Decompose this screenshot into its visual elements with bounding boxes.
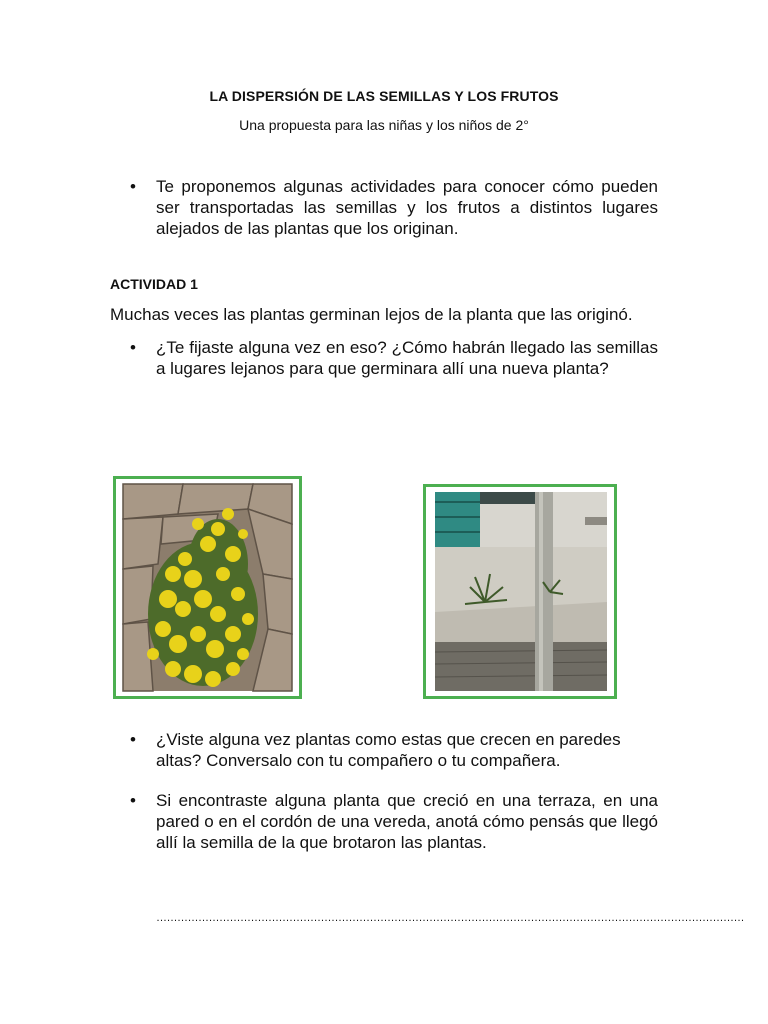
- intro-text: Te proponemos algunas actividades para conocer cómo pueden ser transportadas las semillas y los frutos a distintos lugares alejados de las plantas que los originan.: [156, 177, 658, 238]
- photo-frame-wall: [423, 484, 617, 699]
- activity-heading: ACTIVIDAD 1: [110, 276, 198, 292]
- question-2: [110, 729, 658, 771]
- bullet-icon: •: [130, 177, 136, 196]
- activity-paragraph: Muchas veces las plantas germinan lejos de la planta que las originó.: [110, 305, 633, 324]
- photo-frame-flowers: [113, 476, 302, 699]
- bullet-icon: •: [130, 730, 136, 749]
- page-subtitle: Una propuesta para las niñas y los niños de 2°: [239, 117, 529, 133]
- plant-growing-on-building-wall-photo: [435, 492, 607, 691]
- intro-bullet: [110, 176, 658, 239]
- answer-line[interactable]: ……………………………………………………………………………………………………………………………………………………: [156, 912, 744, 924]
- question-3: [110, 790, 658, 853]
- page-title: LA DISPERSIÓN DE LAS SEMILLAS Y LOS FRUTOS: [209, 88, 559, 104]
- question-3-text: Si encontraste alguna planta que creció en una terraza, en una pared o en el cordón de una vereda, anotá cómo pensás que llegó allí la semilla de la que brotaron las plantas.: [156, 791, 658, 852]
- yellow-flowers-on-stone-wall-photo: [123, 484, 292, 691]
- bullet-icon: •: [130, 791, 136, 810]
- bullet-icon: •: [130, 338, 136, 357]
- question-1-text: ¿Te fijaste alguna vez en eso? ¿Cómo habrán llegado las semillas a lugares lejanos para que germinara allí una nueva planta?: [156, 338, 658, 378]
- question-2-text: ¿Viste alguna vez plantas como estas que crecen en paredes altas? Conversalo con tu compañero o tu compañera.: [156, 730, 621, 770]
- question-1: [110, 337, 658, 379]
